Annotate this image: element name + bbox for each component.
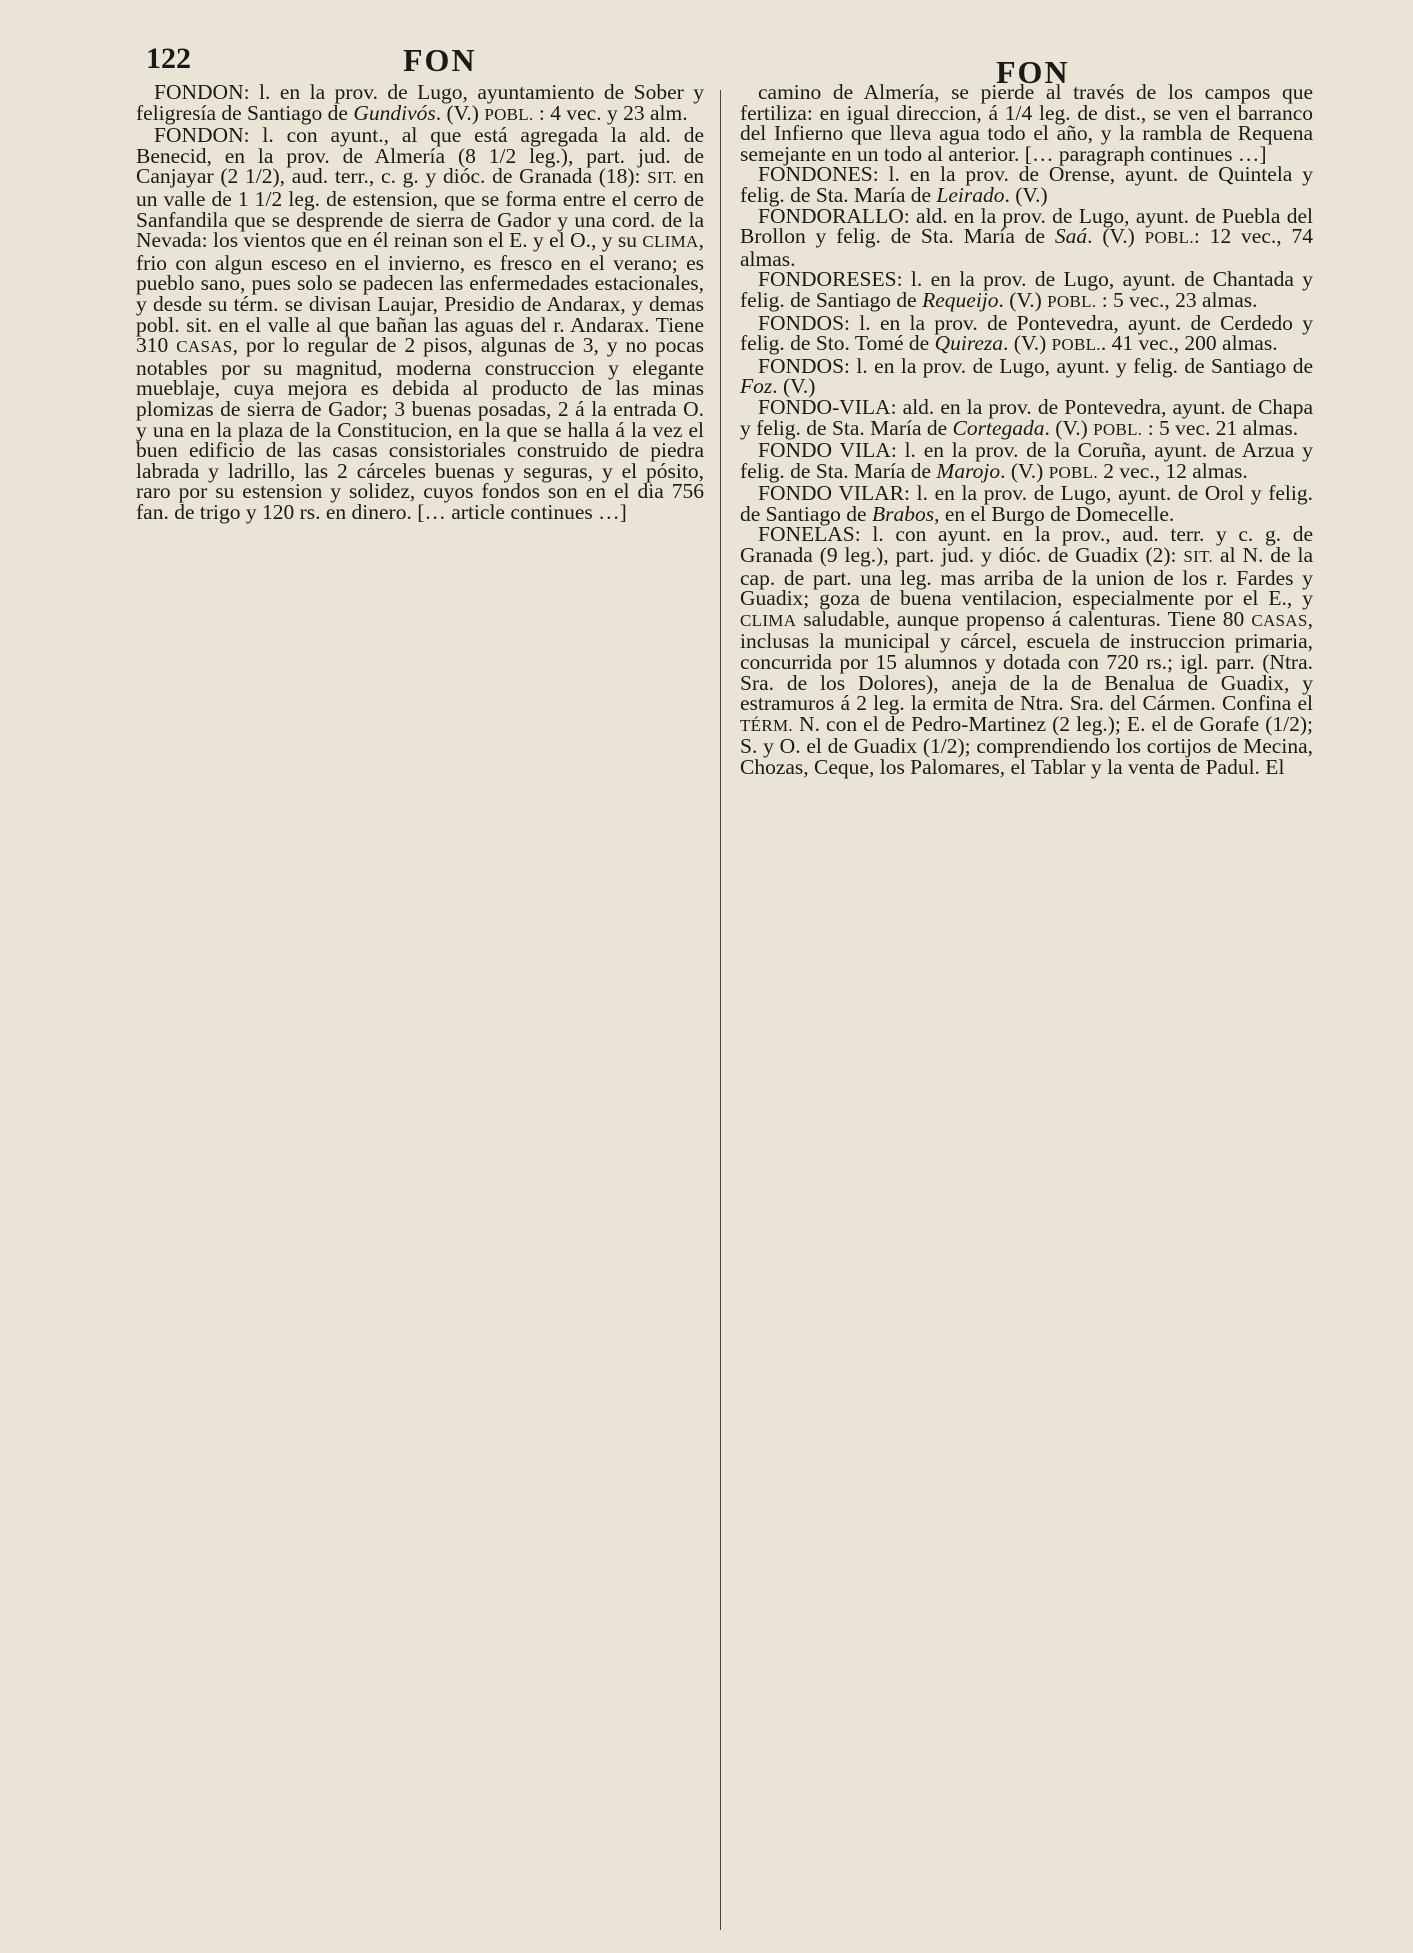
entry-headword: FONDORESES	[758, 267, 897, 292]
entry-headword: FONELAS	[758, 522, 855, 547]
entry-headword: FONDON	[154, 80, 244, 104]
entry-body: camino de Almería, se pierde al través de los campos que fertiliza: en igual direccion, á 1/4 leg. de dist., se ven el barranco del Infierno que lleva agua todo el año, y la rambla de Requena semejante en un todo al anterior. [… paragraph continues …]	[740, 80, 1313, 166]
dictionary-entry	[740, 164, 1313, 205]
dictionary-entry	[740, 483, 1313, 524]
dictionary-entry	[740, 203, 1313, 271]
entry-body: : l. en la prov. de Lugo, ayunt. y felig. de Santiago de Foz. (V.)	[740, 353, 1313, 399]
entry-headword: FONDO VILA	[758, 438, 891, 463]
entry-headword: FONDO VILAR	[758, 481, 905, 506]
entry-headword: FONDON	[154, 123, 244, 148]
dictionary-entry	[740, 269, 1313, 312]
entry-body: : ald. en la prov. de Lugo, ayunt. de Puebla del Brollon y felig. de Sta. María de Saá. (V.) POBL.: 12 vec., 74 almas.	[740, 203, 1313, 271]
left-column	[136, 82, 704, 522]
entry-body: : l. con ayunt., al que está agregada la ald. de Benecid, en la prov. de Almería (8 1/2 leg.), part. jud. de Canjayar (2 1/2), aud. terr., c. g. y dióc. de Granada (18): SIT. en un valle de 1 1/2 leg. de estension, que se forma entre el cerro de Sanfandila que se desprende de sierra de Gador y una cord. de la Nevada: los vientos que en él reinan son el E. y el O., y su CLIMA, frio con algun esceso en el invierno, es fresco en el verano; es pueblo sano, pues solo se padecen las enfermedades estacionales, y desde su térm. se divisan Laujar, Presidio de Andarax, y demas pobl. sit. en el valle al que bañan las aguas del r. Andarax. Tiene 310 CASAS, por lo regular de 2 pisos, algunas de 3, y no pocas notables por su magnitud, moderna construccion y elegante mueblaje, cuya mejora es debida al producto de las minas plomizas de sierra de Gador; 3 buenas posadas, 2 á la entrada O. y una en la plaza de la Constitucion, en la que se halla á la vez el buen edificio de las casas consistoriales construido de piedra labrada y ladrillo, las 2 cárceles buenas y seguras, y el pósito, raro por su estension y solidez, cuyos fondos son en el dia 756 fan. de trigo y 120 rs. en dinero. [… article continues …]	[136, 123, 705, 524]
entry-headword: FONDONES	[758, 162, 873, 187]
entry-headword: FONDOS	[758, 310, 845, 335]
dictionary-entry	[740, 310, 1313, 356]
entry-body: : l. en la prov. de Orense, ayunt. de Quintela y felig. de Sta. María de Leirado. (V.)	[740, 162, 1313, 207]
column-rule	[720, 90, 721, 1930]
running-head-left: FON	[403, 42, 477, 78]
dictionary-entry	[740, 394, 1313, 440]
dictionary-entry	[740, 440, 1313, 483]
dictionary-entry	[136, 82, 704, 125]
dictionary-entry	[740, 82, 1313, 164]
entry-headword: FONDOS	[758, 353, 845, 378]
entry-body: : l. en la prov. de Pontevedra, ayunt. de Cerdedo y felig. de Sto. Tomé de Quireza. (V.) POBL.. 41 vec., 200 almas.	[740, 310, 1313, 356]
running-head-right: FON	[996, 54, 1070, 90]
right-column	[740, 82, 1313, 778]
dictionary-entry	[740, 353, 1313, 399]
entry-body: : l. con ayunt. en la prov., aud. terr. y c. g. de Granada (9 leg.), part. jud. y dióc. de Guadix (2): SIT. al N. de la cap. de part. una leg. mas arriba de la union de los r. Fardes y Guadix; goza de buena ventilacion, especialmente por el E., y CLIMA saludable, aunque propenso á calenturas. Tiene 80 CASAS, inclusas la municipal y cárcel, escuela de instruccion primaria, concurrida por 15 alumnos y dotada con 720 rs.; igl. parr. (Ntra. Sra. de los Dolores), aneja de la de Benalua de Guadix, y estramuros á 2 leg. la ermita de Ntra. Sra. del Cármen. Confina el TÉRM. N. con el de Pedro-Martinez (2 leg.); E. el de Gorafe (1/2); S. y O. el de Guadix (1/2); comprendiendo los cortijos de Mecina, Chozas, Ceque, los Palomares, el Tablar y la venta de Padul. El	[740, 522, 1313, 779]
dictionary-entry	[740, 524, 1313, 777]
entry-body: : ald. en la prov. de Pontevedra, ayunt. de Chapa y felig. de Sta. María de Cortegada. (V.) POBL. : 5 vec. 21 almas.	[740, 394, 1313, 440]
dictionary-entry	[136, 125, 704, 522]
entry-headword: FONDORALLO	[758, 203, 904, 228]
entry-body: : l. en la prov. de Lugo, ayunt. de Chantada y felig. de Santiago de Requeijo. (V.) POBL. : 5 vec., 23 almas.	[740, 267, 1313, 312]
entry-headword: FONDO-VILA	[758, 394, 891, 419]
entry-body: : l. en la prov. de la Coruña, ayunt. de Arzua y felig. de Sta. María de Marojo. (V.) POBL. 2 vec., 12 almas.	[740, 438, 1313, 483]
entry-body: : l. en la prov. de Lugo, ayunt. de Orol y felig. de Santiago de Brabos, en el Burgo de Domecelle.	[740, 481, 1313, 526]
entry-body: : l. en la prov. de Lugo, ayuntamiento de Sober y feligresía de Santiago de Gundivós. (V.) POBL. : 4 vec. y 23 alm.	[136, 80, 704, 125]
page-number: 122	[146, 42, 191, 75]
